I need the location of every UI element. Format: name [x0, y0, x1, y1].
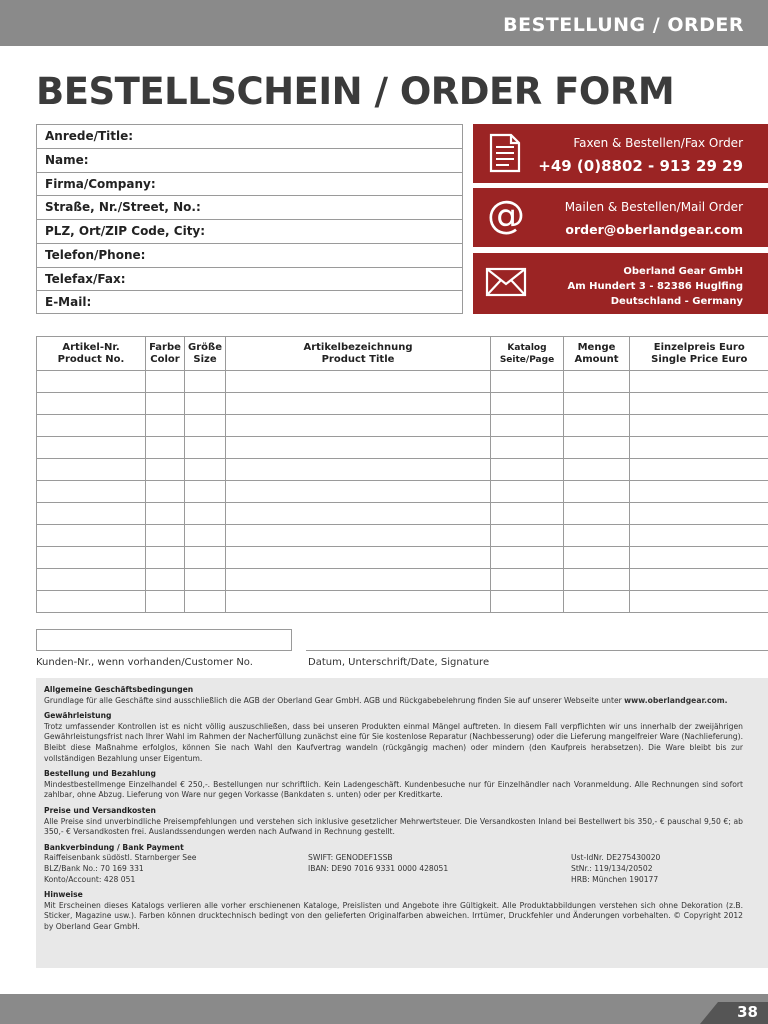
footer-bar	[0, 994, 768, 1024]
order-cell[interactable]	[564, 393, 630, 415]
fax-document-icon	[485, 132, 527, 174]
page-number: 38	[737, 1003, 758, 1021]
order-cell[interactable]	[491, 591, 564, 613]
order-cell[interactable]	[37, 371, 146, 393]
order-cell[interactable]	[491, 569, 564, 591]
order-cell[interactable]	[564, 481, 630, 503]
terms-agb: Allgemeine Geschäftsbedingungen Grundlage für alle Geschäfte sind ausschließlich die AGB der Oberland Gear GmbH. AGB und Rückgabebelehrung finden Sie auf unserer Webseite unter www.oberlandgear.com.	[44, 685, 728, 705]
field-street[interactable]: Straße, Nr./Street, No.:	[37, 196, 462, 220]
order-cell[interactable]	[37, 547, 146, 569]
order-cell[interactable]	[564, 503, 630, 525]
order-cell[interactable]	[630, 459, 768, 481]
order-cell[interactable]	[226, 525, 491, 547]
order-cell[interactable]	[564, 547, 630, 569]
order-cell[interactable]	[564, 415, 630, 437]
order-cell[interactable]	[146, 459, 185, 481]
order-cell[interactable]	[226, 459, 491, 481]
order-cell[interactable]	[185, 415, 226, 437]
page-title: BESTELLSCHEIN / ORDER FORM	[36, 70, 675, 113]
terms-warranty: Gewährleistung Trotz umfassender Kontrollen ist es nicht völlig auszuschließen, dass bei unseren Produkten einmal Mängel auftreten. In diesem Fall verpflichten wir uns innerhalb der zweijährigen Gewährleistungsfrist nach Ihrer Wahl im Rahmen der Nacherfüllung zunächst eine für Sie kostenlose Reparatur (Nachbesserung) oder die Lieferung mangelfreier Ware (Nachlieferung). Bleibt diese Maßnahme erfolglos, können Sie nach Wahl den Kaufvertrag wandeln (rückgängig machen) oder mindern (den Kaufpreis herabsetzen). Die Ware bleibt bis zur vollständigen Bezahlung unser Eigentum.	[44, 711, 743, 763]
order-cell[interactable]	[564, 591, 630, 613]
order-cell[interactable]	[630, 547, 768, 569]
order-cell[interactable]	[146, 569, 185, 591]
order-cell[interactable]	[37, 393, 146, 415]
order-row	[37, 459, 768, 481]
header-product-no: Artikel-Nr. Product No.	[37, 337, 146, 371]
order-cell[interactable]	[185, 591, 226, 613]
order-cell[interactable]	[226, 393, 491, 415]
order-cell[interactable]	[564, 569, 630, 591]
order-cell[interactable]	[37, 569, 146, 591]
order-cell[interactable]	[146, 415, 185, 437]
fax-order-box	[473, 124, 768, 183]
order-cell[interactable]	[491, 459, 564, 481]
field-title[interactable]: Anrede/Title:	[37, 125, 462, 149]
order-cell[interactable]	[37, 503, 146, 525]
fax-number[interactable]: +49 (0)8802 - 913 29 29	[538, 157, 743, 175]
field-email[interactable]: E-Mail:	[45, 295, 92, 310]
order-cell[interactable]	[185, 437, 226, 459]
order-cell[interactable]	[491, 437, 564, 459]
header-bar	[0, 0, 768, 46]
order-row	[37, 525, 768, 547]
order-cell[interactable]	[564, 371, 630, 393]
order-cell[interactable]	[226, 371, 491, 393]
customer-number-input[interactable]	[36, 629, 292, 651]
order-cell[interactable]	[226, 503, 491, 525]
order-cell[interactable]	[185, 371, 226, 393]
postal-address-box	[473, 253, 768, 314]
order-cell[interactable]	[185, 459, 226, 481]
header-single-price: Einzelpreis Euro Single Price Euro	[630, 337, 768, 371]
order-cell[interactable]	[630, 591, 768, 613]
order-cell[interactable]	[146, 437, 185, 459]
fax-label: Faxen & Bestellen/Fax Order	[573, 136, 743, 150]
order-cell[interactable]	[491, 525, 564, 547]
website-link[interactable]: www.oberlandgear.com.	[624, 695, 728, 705]
order-cell[interactable]	[37, 437, 146, 459]
at-sign-icon	[485, 196, 527, 238]
order-cell[interactable]	[37, 525, 146, 547]
order-cell[interactable]	[185, 569, 226, 591]
order-cell[interactable]	[146, 547, 185, 569]
mail-order-box	[473, 188, 768, 247]
mail-label: Mailen & Bestellen/Mail Order	[564, 200, 743, 214]
field-fax[interactable]: Telefax/Fax:	[37, 268, 462, 292]
order-cell[interactable]	[185, 547, 226, 569]
order-cell[interactable]	[37, 459, 146, 481]
header-catalog-page: Katalog Seite/Page	[491, 337, 564, 371]
order-cell[interactable]	[491, 481, 564, 503]
customer-info-box	[36, 124, 463, 314]
order-cell[interactable]	[564, 437, 630, 459]
order-row	[37, 393, 768, 415]
order-cell[interactable]	[630, 525, 768, 547]
order-cell[interactable]	[185, 525, 226, 547]
order-cell[interactable]	[226, 591, 491, 613]
terms-ordering: Bestellung und Bezahlung Mindestbestellmenge Einzelhandel € 250,-. Bestellungen nur schriftlich. Kein Ladengeschäft. Kundenbesuche nur für Einzelhändler nach Voranmeldung. Alle Rechnungen sind sofort zahlbar, ohne Abzug. Lieferung von Ware nur gegen Vorkasse (Bankdaten s. unten) oder per Kreditkarte.	[44, 769, 743, 800]
customer-number-label: Kunden-Nr., wenn vorhanden/Customer No.	[36, 657, 253, 668]
field-name[interactable]: Name:	[37, 149, 462, 173]
header-amount: Menge Amount	[564, 337, 630, 371]
order-cell[interactable]	[185, 393, 226, 415]
order-row	[37, 437, 768, 459]
order-cell[interactable]	[630, 437, 768, 459]
order-cell[interactable]	[630, 503, 768, 525]
order-cell[interactable]	[564, 525, 630, 547]
terms-notes: Hinweise Mit Erscheinen dieses Katalogs verlieren alle vorher erschienenen Kataloge, Preislisten und Angebote ihre Gültigkeit. Alle Produktabbildungen verstehen sich ohne Dekoration (z.B. Sticker, Magazine usw.). Farben können drucktechnisch bedingt von den gelieferten Originalfarben abweichen. Irrtümer, Druckfehler und Änderungen vorbehalten. © Copyright 2012 by Oberland Gear GmbH.	[44, 890, 743, 931]
header-product-title: Artikelbezeichnung Product Title	[226, 337, 491, 371]
order-cell[interactable]	[564, 459, 630, 481]
order-cell[interactable]	[226, 547, 491, 569]
order-cell[interactable]	[630, 415, 768, 437]
order-cell[interactable]	[185, 481, 226, 503]
order-cell[interactable]	[146, 393, 185, 415]
field-company[interactable]: Firma/Company:	[37, 173, 462, 197]
order-row	[37, 547, 768, 569]
order-cell[interactable]	[491, 503, 564, 525]
order-cell[interactable]	[630, 569, 768, 591]
order-cell[interactable]	[146, 371, 185, 393]
envelope-icon	[485, 261, 527, 303]
order-cell[interactable]	[226, 415, 491, 437]
order-cell[interactable]	[146, 503, 185, 525]
postal-country: Deutschland - Germany	[610, 296, 743, 307]
header-size: Größe Size	[185, 337, 226, 371]
mail-address[interactable]: order@oberlandgear.com	[565, 222, 743, 237]
order-cell[interactable]	[37, 591, 146, 613]
order-cell[interactable]	[37, 481, 146, 503]
field-zip-city[interactable]: PLZ, Ort/ZIP Code, City:	[37, 220, 462, 244]
order-table	[36, 336, 768, 613]
order-cell[interactable]	[146, 525, 185, 547]
order-row	[37, 481, 768, 503]
order-cell[interactable]	[185, 503, 226, 525]
postal-street: Am Hundert 3 - 82386 Huglfing	[567, 281, 743, 292]
order-cell[interactable]	[226, 437, 491, 459]
terms-shipping: Preise und Versandkosten Alle Preise sind unverbindliche Preisempfehlungen und verstehen sich inklusive gesetzlicher Mehrwertsteuer. Die Versandkosten Inland bei Bestellwert bis 350,- € pauschal 9,50 €; ab 350,- € Versandkosten frei. Auslandssendungen werden nach Aufwand in Rechnung gestellt.	[44, 805, 743, 837]
field-phone[interactable]: Telefon/Phone:	[37, 244, 462, 268]
order-cell[interactable]	[146, 481, 185, 503]
order-cell[interactable]	[226, 569, 491, 591]
signature-line[interactable]	[306, 650, 768, 651]
order-cell[interactable]	[630, 393, 768, 415]
order-cell[interactable]	[491, 547, 564, 569]
order-cell[interactable]	[491, 371, 564, 393]
header-color: Farbe Color	[146, 337, 185, 371]
terms-bank: Bankverbindung / Bank Payment Raiffeisenbank südöstl. Starnberger See BLZ/Bank No.: 70 169 331 Konto/Account: 428 051 SWIFT: GENODEF1SSB IBAN: DE90 7016 9331 0000 428051 Ust-IdNr. DE275430020 StNr.: 119/134/20502 HRB: München 190177	[44, 842, 661, 884]
order-row	[37, 415, 768, 437]
order-cell[interactable]	[630, 371, 768, 393]
order-row	[37, 503, 768, 525]
order-cell[interactable]	[491, 393, 564, 415]
order-table-header	[37, 337, 768, 371]
order-row	[37, 569, 768, 591]
terms-section	[36, 678, 768, 968]
postal-company: Oberland Gear GmbH	[623, 266, 743, 277]
order-cell[interactable]	[491, 415, 564, 437]
header-title: BESTELLUNG / ORDER	[503, 14, 744, 36]
order-cell[interactable]	[630, 481, 768, 503]
order-cell[interactable]	[226, 481, 491, 503]
signature-label: Datum, Unterschrift/Date, Signature	[308, 657, 490, 668]
svg-text:@: @	[487, 196, 525, 237]
order-row	[37, 371, 768, 393]
order-cell[interactable]	[146, 591, 185, 613]
order-row	[37, 591, 768, 613]
order-cell[interactable]	[37, 415, 146, 437]
